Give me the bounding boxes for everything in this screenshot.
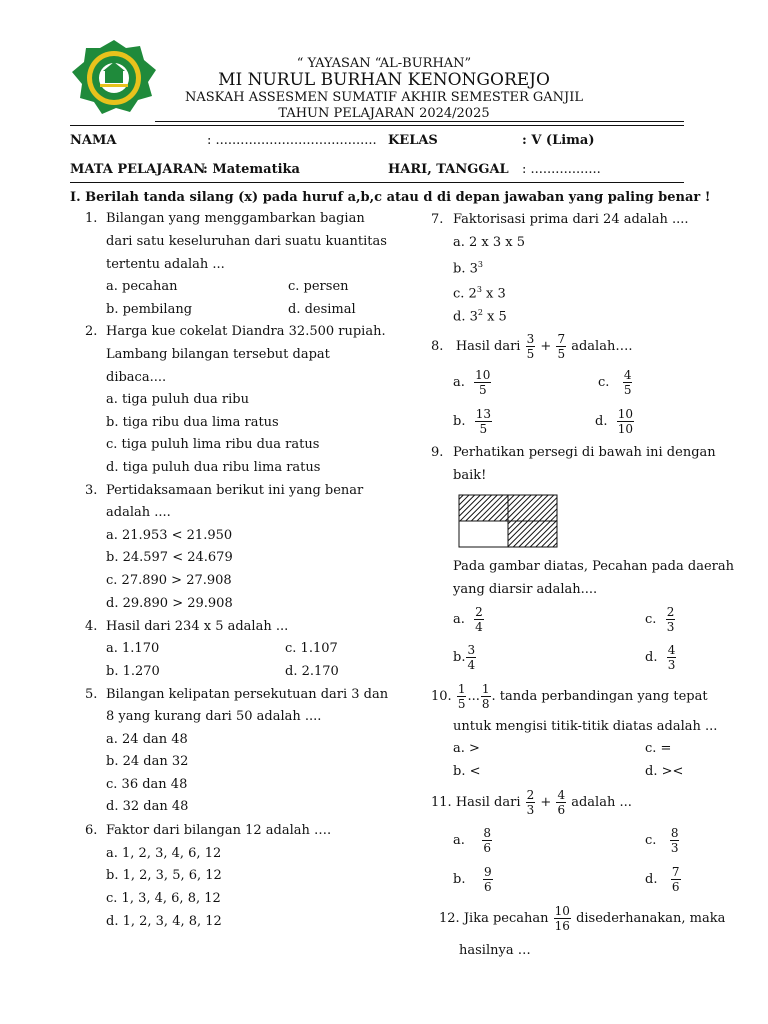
option-b[interactable]: b. < (453, 764, 481, 779)
option-d[interactable]: d. desimal (288, 302, 356, 317)
option-b[interactable]: b. $\frac{9}{6}$ (453, 865, 492, 894)
option-a[interactable]: a. tiga puluh dua ribu (106, 392, 249, 407)
option-b[interactable]: b. $\frac{13}{5}$ (453, 407, 492, 436)
info-rule (70, 182, 684, 183)
option-a[interactable]: a. > (453, 741, 480, 756)
yayasan-name: “ YAYASAN “AL-BURHAN” (296, 56, 472, 71)
option-c[interactable]: c. 36 dan 48 (106, 777, 188, 792)
option-c[interactable]: c. = (645, 741, 672, 756)
option-d[interactable]: d. 2.170 (285, 664, 339, 679)
option-c[interactable]: c. tiga puluh lima ribu dua ratus (106, 437, 320, 452)
option-c[interactable]: c. $\frac{8}{3}$ (645, 826, 679, 855)
option-d[interactable]: d. $3^2$ x 5 (453, 308, 507, 325)
shaded-square-figure (458, 494, 558, 548)
option-d[interactable]: d. $\frac{10}{10}$ (595, 407, 634, 436)
option-a[interactable]: a. 2 x 3 x 5 (453, 235, 526, 250)
option-d[interactable]: d. $\frac{7}{6}$ (645, 865, 680, 894)
option-a[interactable]: a. 1, 2, 3, 4, 6, 12 (106, 846, 222, 861)
option-d[interactable]: d. $\frac{4}{3}$ (645, 643, 676, 672)
option-a[interactable]: a. 21.953 < 21.950 (106, 528, 233, 543)
option-d[interactable]: d. 1, 2, 3, 4, 8, 12 (106, 914, 222, 929)
option-a[interactable]: a. $\frac{8}{6}$ (453, 826, 492, 855)
school-name: MI NURUL BURHAN KENONGOREJO (218, 70, 550, 90)
option-d[interactable]: d. 29.890 > 29.908 (106, 596, 233, 611)
option-b[interactable]: b. tiga ribu dua lima ratus (106, 415, 279, 430)
option-b[interactable]: b. 24 dan 32 (106, 754, 189, 769)
kelas-label: KELAS (388, 133, 438, 148)
mapel-label: MATA PELAJARAN (70, 162, 206, 177)
option-a[interactable]: a. pecahan (106, 279, 178, 294)
option-c[interactable]: c. $2^3$ x 3 (453, 285, 506, 302)
option-b[interactable]: b. 1.270 (106, 664, 160, 679)
hari-label: HARI, TANGGAL (388, 162, 509, 177)
header-rule (155, 121, 684, 122)
nama-label: NAMA (70, 133, 117, 148)
hari-field[interactable]: : ................. (522, 162, 601, 177)
option-c[interactable]: c. 27.890 > 27.908 (106, 573, 232, 588)
exam-title: NASKAH ASSESMEN SUMATIF AKHIR SEMESTER GANJIL (185, 90, 583, 105)
nama-field[interactable]: : ....................................... (207, 133, 377, 148)
option-d[interactable]: d. >< (645, 764, 684, 779)
academic-year: TAHUN PELAJARAN 2024/2025 (278, 106, 490, 121)
header-rule-thin (70, 125, 684, 126)
mapel-value: : Matematika (203, 162, 300, 177)
option-b[interactable]: b. $3^3$ (453, 260, 483, 277)
option-b[interactable]: b. $\frac{3}{4}$ (453, 643, 476, 672)
option-c[interactable]: c. 1, 3, 4, 6, 8, 12 (106, 891, 221, 906)
option-a[interactable]: a. $\frac{10}{5}$ (453, 368, 491, 397)
option-a[interactable]: a. 1.170 (106, 641, 160, 656)
option-a[interactable]: a. $\frac{2}{4}$ (453, 605, 483, 634)
option-a[interactable]: a. 24 dan 48 (106, 732, 188, 747)
option-c[interactable]: c. $\frac{4}{5}$ (598, 368, 632, 397)
instruction: I. Berilah tanda silang (x) pada huruf a,b,c atau d di depan jawaban yang paling benar ! (70, 190, 711, 205)
option-c[interactable]: c. $\frac{2}{3}$ (645, 605, 675, 634)
option-b[interactable]: b. pembilang (106, 302, 193, 317)
option-b[interactable]: b. 24.597 < 24.679 (106, 550, 233, 565)
option-b[interactable]: b. 1, 2, 3, 5, 6, 12 (106, 868, 222, 883)
option-c[interactable]: c. persen (288, 279, 349, 294)
option-d[interactable]: d. tiga puluh dua ribu lima ratus (106, 460, 321, 475)
option-d[interactable]: d. 32 dan 48 (106, 799, 189, 814)
kelas-value: : V (Lima) (522, 133, 595, 148)
option-c[interactable]: c. 1.107 (285, 641, 338, 656)
